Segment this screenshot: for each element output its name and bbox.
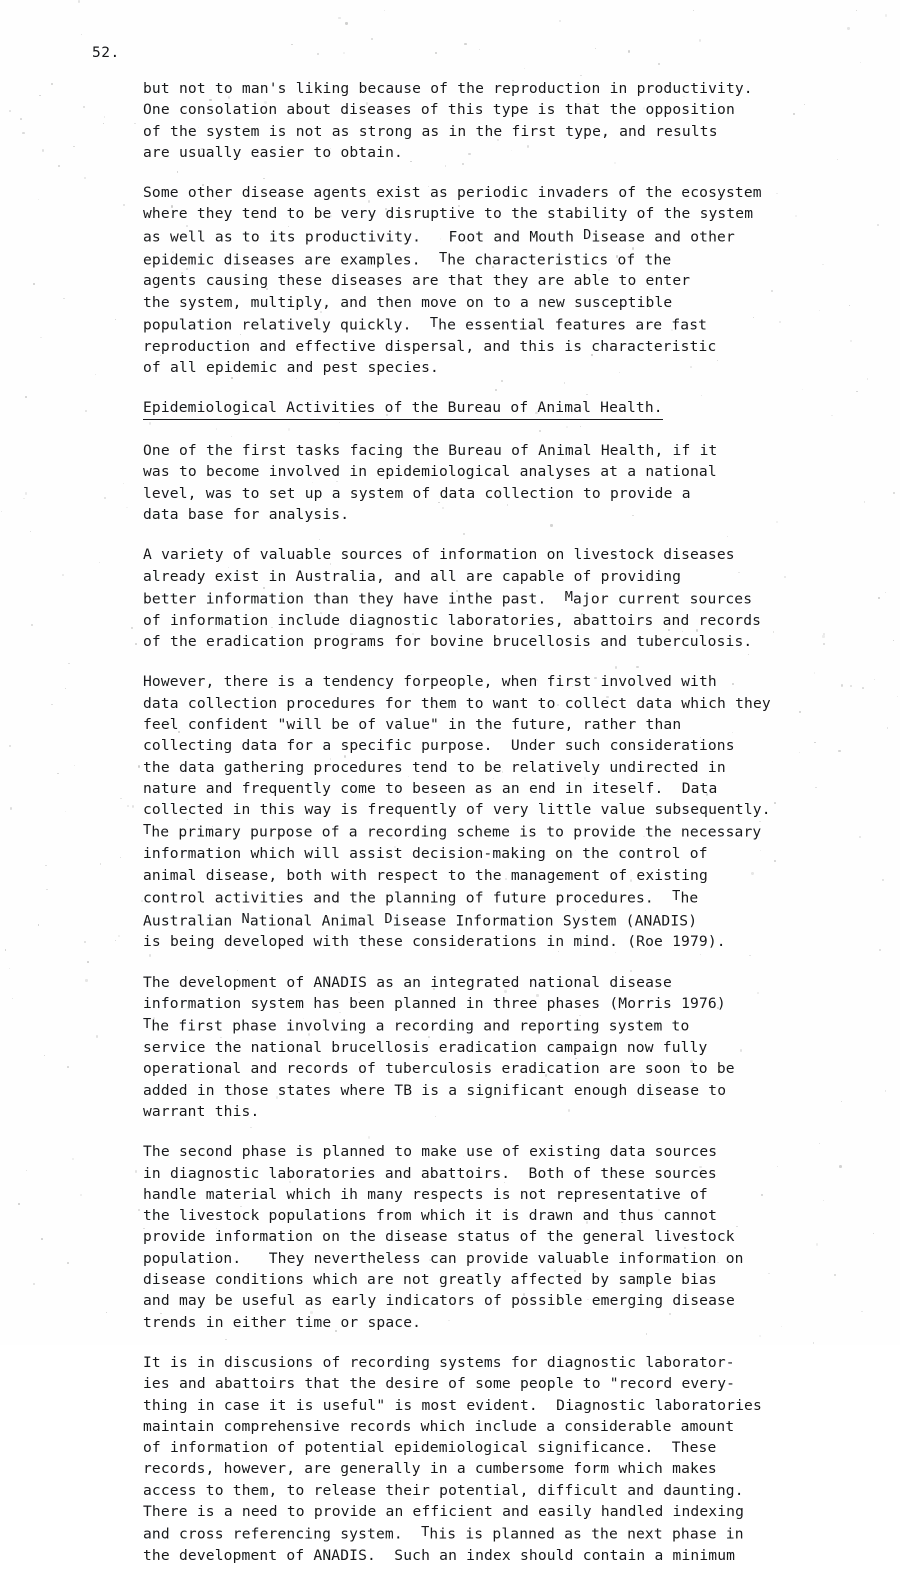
text-line: agents causing these diseases are that they are able to enter	[143, 272, 691, 290]
text-line: population. They nevertheless can provide valuable information on	[143, 1249, 744, 1267]
text-line: service the national brucellosis eradication campaign now fully	[143, 1039, 708, 1057]
para-periodic-invaders	[143, 182, 863, 378]
text-line: level, was to set up a system of data collection to provide a	[143, 484, 691, 502]
text-line: population relatively quickly. The essential features are fast	[143, 314, 708, 334]
text-line: the system, multiply, and then move on to a new susceptible	[143, 293, 673, 311]
text-line: maintain comprehensive records which include a considerable amount	[143, 1417, 735, 1435]
para-first-tasks	[143, 440, 863, 525]
raised-capital: T	[143, 822, 152, 839]
text-line: disease conditions which are not greatly affected by sample bias	[143, 1271, 717, 1289]
text-line: operational and records of tuberculosis eradication are soon to be	[143, 1060, 735, 1078]
text-line: reproduction and effective dispersal, and this is characteristic	[143, 337, 717, 355]
text-line: of the eradication programs for bovine brucellosis and tuberculosis.	[143, 633, 753, 651]
text-line: where they tend to be very disruptive to the stability of the system	[143, 205, 754, 223]
text-line: of all epidemic and pest species.	[143, 359, 439, 377]
text-line: information which will assist decision-making on the control of	[143, 845, 708, 863]
text-line: nature and frequently come to beseen as an end in iteself. Data	[143, 779, 718, 797]
text-line: data base for analysis.	[143, 506, 350, 524]
text-line: access to them, to release their potential, difficult and daunting.	[143, 1481, 744, 1499]
para-anadis-phases	[143, 972, 863, 1123]
text-line: of the system is not as strong as in the first type, and results	[143, 122, 718, 140]
raised-capital: T	[143, 1016, 152, 1033]
text-line: epidemic diseases are examples. The characteristics of the	[143, 249, 672, 269]
text-line: feel confident "will be of value" in the future, rather than	[143, 715, 682, 733]
text-line: ies and abattoirs that the desire of some people to "record every-	[143, 1375, 736, 1393]
raised-capital: T	[672, 887, 681, 904]
text-line: collected in this way is frequently of very little value subsequently.	[143, 801, 771, 819]
text-line: The development of ANADIS as an integrated national disease	[143, 973, 672, 991]
text-line: data collection procedures for them to want to collect data which they	[143, 694, 771, 712]
text-line: One of the first tasks facing the Bureau of Animal Health, if it	[143, 442, 718, 460]
para-productivity	[143, 78, 863, 163]
raised-capital: T	[429, 314, 439, 331]
text-line: However, there is a tendency forpeople, when first involved with	[143, 673, 717, 691]
text-line: thing in case it is useful" is most evident. Diagnostic laboratories	[143, 1396, 762, 1414]
text-line: There is a need to provide an efficient and easily handled indexing	[143, 1503, 745, 1521]
para-second-phase	[143, 1141, 863, 1333]
para-recording-systems	[143, 1352, 863, 1566]
raised-capital: M	[564, 588, 574, 605]
text-line: collecting data for a specific purpose. Under such considerations	[143, 737, 735, 755]
text-line: and may be useful as early indicators of possible emerging disease	[143, 1292, 735, 1310]
text-line: A variety of valuable sources of information on livestock diseases	[143, 546, 735, 564]
document-body	[143, 78, 863, 1585]
text-line: and cross referencing system. This is planned as the next phase in	[143, 1524, 744, 1543]
section-heading-text: Epidemiological Activities of the Bureau of Animal Health.	[143, 397, 663, 420]
raised-capital: D	[384, 910, 393, 927]
page-number: 52.	[92, 45, 120, 61]
text-line: provide information on the disease status of the general livestock	[143, 1228, 735, 1246]
text-line: better information than they have inthe past. Major current sources	[143, 588, 753, 608]
raised-capital: T	[438, 249, 448, 266]
text-line: The first phase involving a recording and reporting system to	[143, 1016, 690, 1035]
text-line: control activities and the planning of future procedures. The	[143, 887, 699, 907]
text-line: trends in either time or space.	[143, 1313, 422, 1331]
text-line: added in those states where TB is a significant enough disease to	[143, 1081, 727, 1099]
text-line: Australian National Animal Disease Information System (ANADIS)	[143, 910, 698, 930]
text-line: are usually easier to obtain.	[143, 143, 403, 161]
text-line: of information of potential epidemiological significance. These	[143, 1439, 717, 1457]
text-line: The primary purpose of a recording scheme is to provide the necessary	[143, 822, 762, 841]
raised-capital: T	[421, 1524, 430, 1541]
section-heading	[143, 397, 863, 420]
text-line: animal disease, both with respect to the management of existing	[143, 866, 708, 884]
text-line: of information include diagnostic laboratories, abattoirs and records	[143, 611, 762, 629]
text-line: information system has been planned in three phases (Morris 1976)	[143, 994, 726, 1012]
text-line: is being developed with these considerations in mind. (Roe 1979).	[143, 933, 726, 951]
raised-capital: D	[583, 226, 592, 243]
text-line: the data gathering procedures tend to be relatively undirected in	[143, 758, 726, 776]
text-line: Some other disease agents exist as periodic invaders of the ecosystem	[143, 184, 762, 202]
text-line: records, however, are generally in a cumbersome form which makes	[143, 1460, 717, 1478]
text-line: was to become involved in epidemiological analyses at a national	[143, 463, 717, 481]
text-line: handle material which ih many respects is not representative of	[143, 1185, 708, 1203]
text-line: in diagnostic laboratories and abattoirs. Both of these sources	[143, 1164, 717, 1182]
text-line: but not to man's liking because of the reproduction in productivity.	[143, 80, 753, 97]
text-line: warrant this.	[143, 1102, 260, 1120]
text-line: already exist in Australia, and all are capable of providing	[143, 567, 682, 585]
text-line: It is in discusions of recording systems for diagnostic laborator-	[143, 1353, 735, 1371]
text-line: the development of ANADIS. Such an index should contain a minimum	[143, 1547, 736, 1565]
text-line: The second phase is planned to make use of existing data sources	[143, 1143, 718, 1161]
text-line: as well as to its productivity. Foot and Mouth Disease and other	[143, 226, 735, 246]
text-line: the livestock populations from which it is drawn and thus cannot	[143, 1207, 718, 1225]
para-sources-of-information	[143, 544, 863, 652]
para-tendency	[143, 671, 863, 952]
text-line: One consolation about diseases of this type is that the opposition	[143, 101, 735, 119]
raised-capital: N	[241, 910, 250, 927]
